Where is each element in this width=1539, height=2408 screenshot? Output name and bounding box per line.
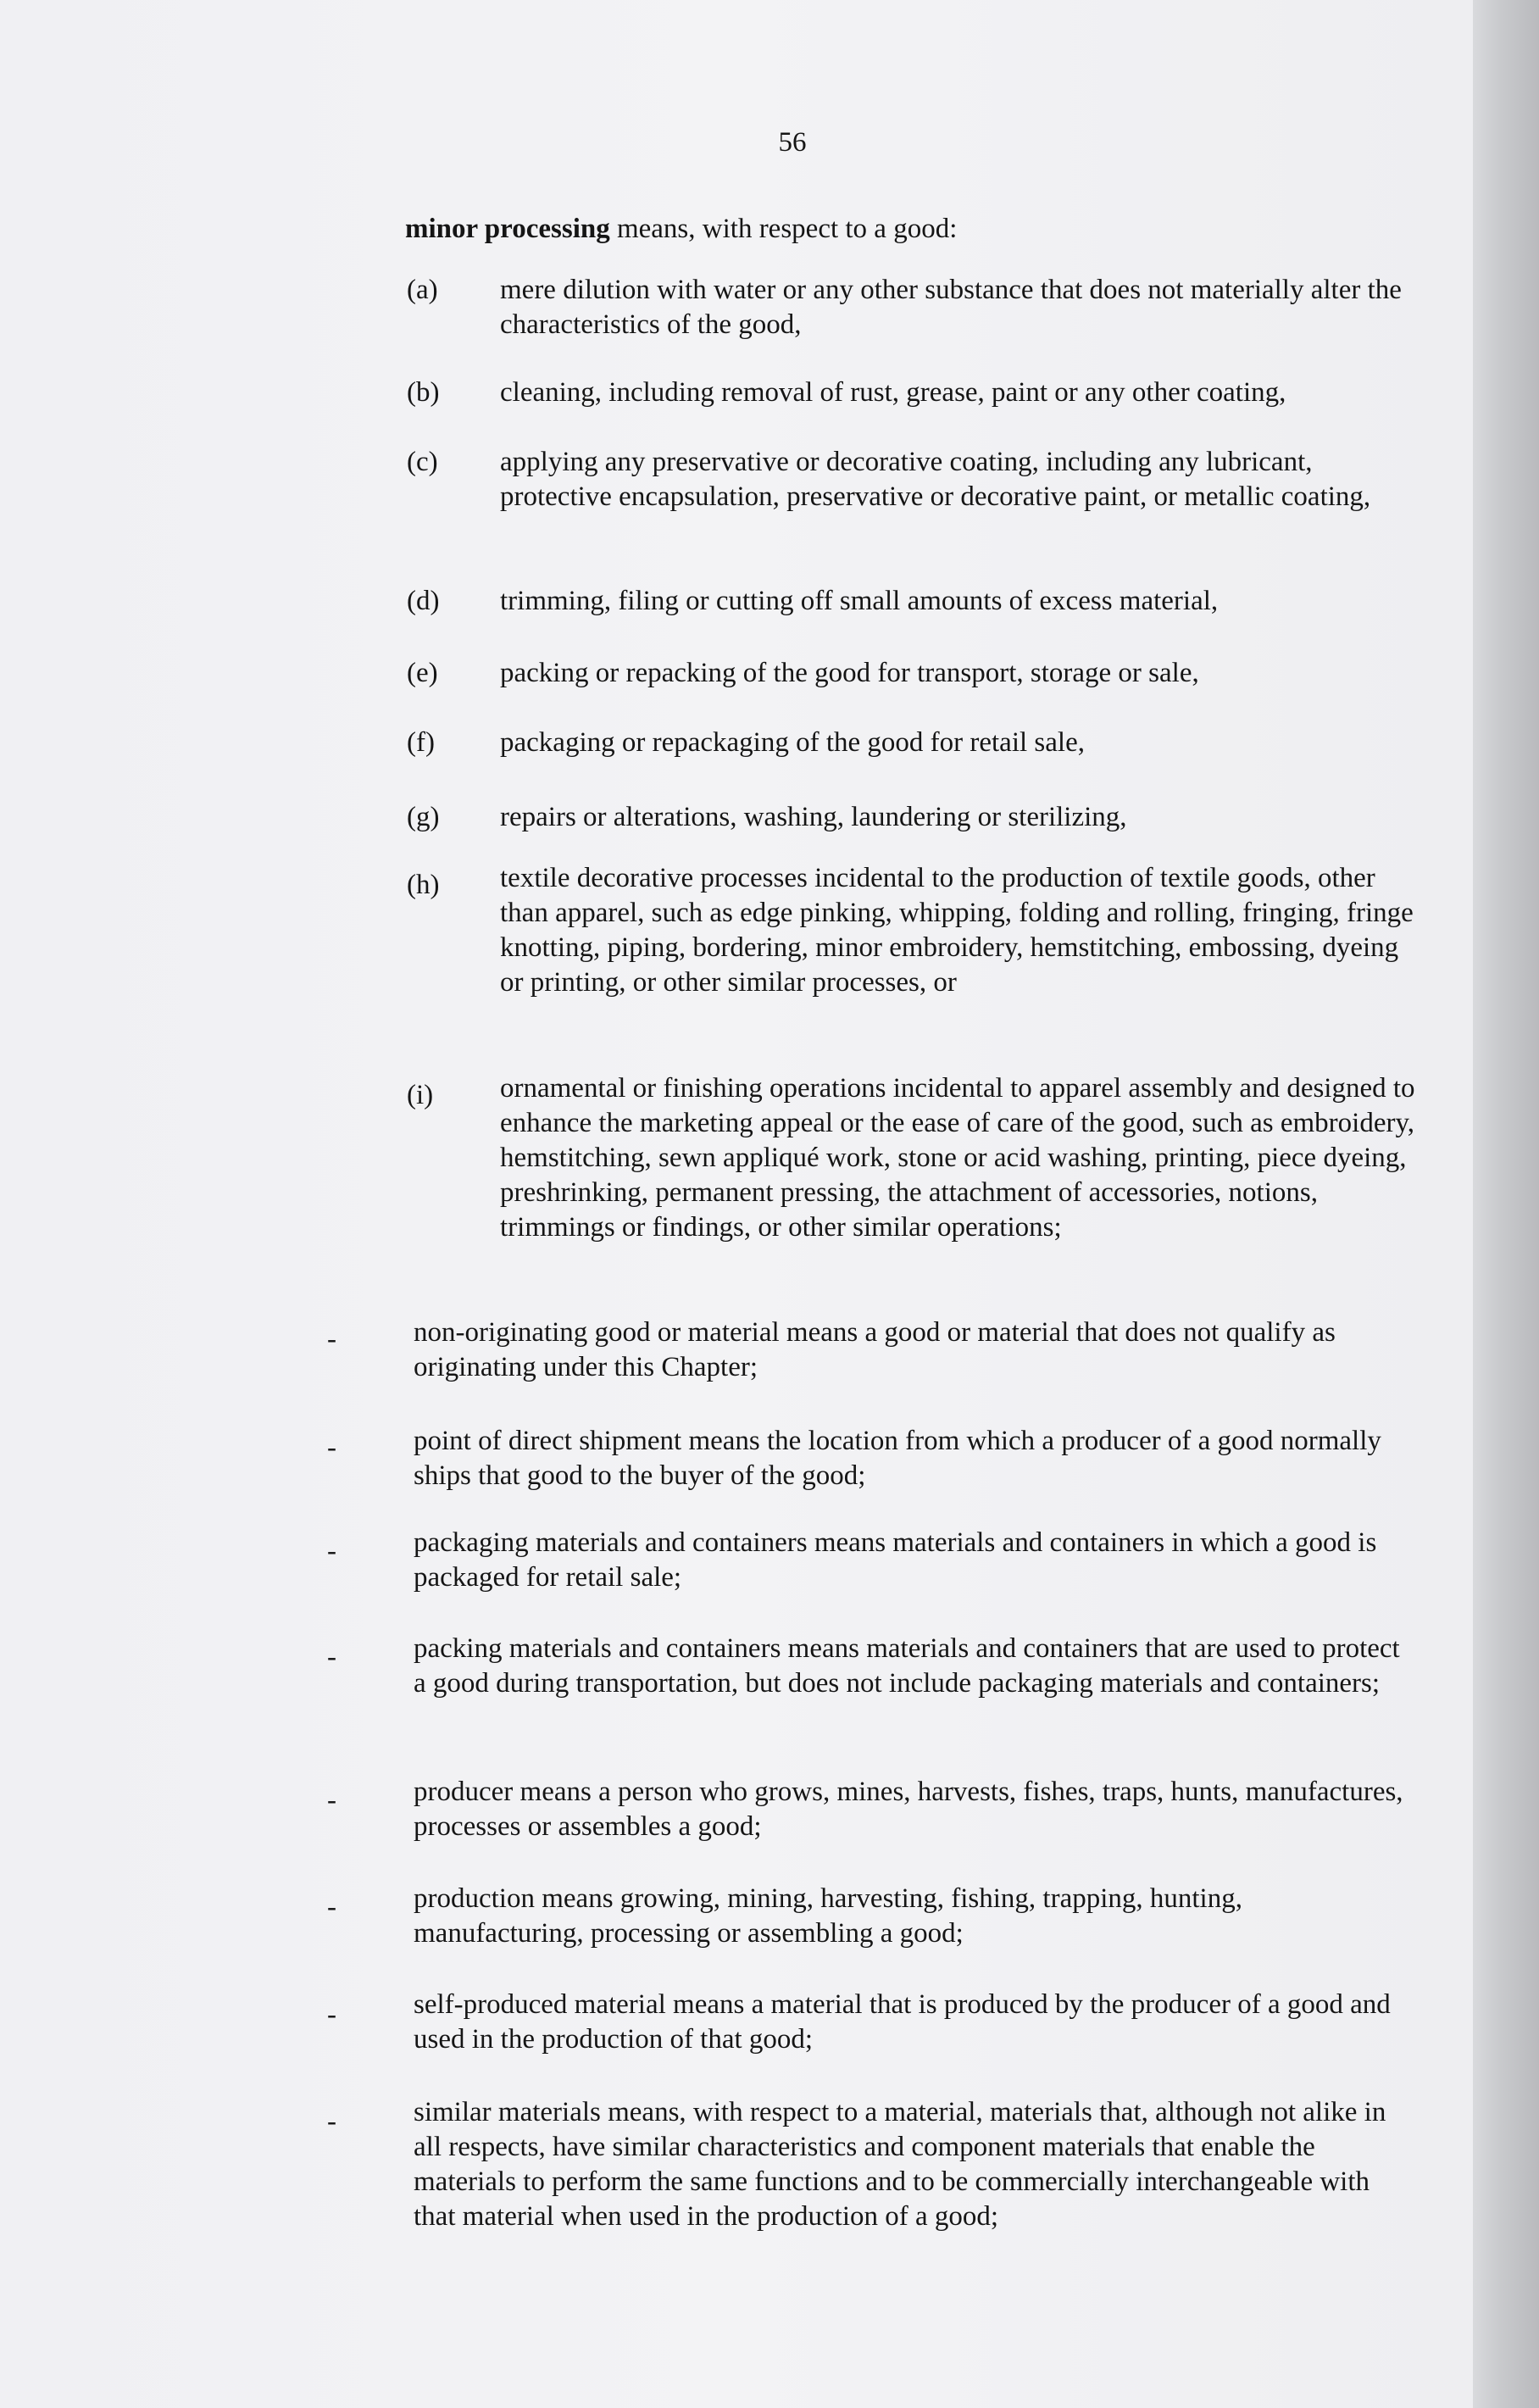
definition-entry <box>414 1526 1414 1595</box>
definition-dash: - <box>327 1999 336 2030</box>
definition-term: self-produced material <box>414 1989 666 2020</box>
definition-entry <box>414 2095 1414 2234</box>
definition-text: means, with respect to a good: <box>609 214 958 244</box>
item-text: ornamental or finishing operations incidental to apparel assembly and designed to enhance the marketing appeal or the ease of care of the good, such as embroidery, hemstitching, sewn appliqué work, stone or acid washing, printing, piece dyeing, preshrinking, permanent pressing, the attachment of accessories, notions, trimmings or findings, or other similar operations; <box>500 1073 1415 1243</box>
definition-entry <box>414 1424 1414 1493</box>
definition-term: production <box>414 1883 535 1914</box>
definition-term: similar materials <box>414 2097 601 2127</box>
definition-entry <box>414 1775 1414 1844</box>
definition-text: means the location from which a producer of a good normally ships that good to the buyer of the good; <box>414 1426 1381 1491</box>
lead-definition <box>405 212 1422 247</box>
item-text: textile decorative processes incidental to the production of textile goods, other than apparel, such as edge pinking, whipping, folding and rolling, fringing, fringe knotting, piping, bordering, minor embroidery, hemstitching, embossing, dyeing or printing, or other similar processes, or <box>500 863 1414 998</box>
item-label: (g) <box>407 802 440 832</box>
definition-text: means materials and containers that are used to protect a good during transportation, but does not include packaging materials and containers; <box>414 1633 1400 1699</box>
item-text: packaging or repackaging of the good for retail sale, <box>500 727 1085 758</box>
item-label: (e) <box>407 658 438 688</box>
item-label: (h) <box>407 870 440 900</box>
definition-text: means materials and containers in which a good is packaged for retail sale; <box>414 1527 1377 1593</box>
page-number: 56 <box>778 127 807 158</box>
definition-term: non-originating good or material <box>414 1317 780 1348</box>
item-text: cleaning, including removal of rust, grease, paint or any other coating, <box>500 377 1286 408</box>
item-label: (c) <box>407 447 438 477</box>
definition-text: means a good or material that does not qualify as originating under this Chapter; <box>414 1317 1336 1382</box>
item-label: (b) <box>407 377 440 408</box>
definition-term: point of direct shipment <box>414 1426 682 1456</box>
definition-dash: - <box>327 1432 336 1463</box>
definition-entry <box>414 1632 1414 1701</box>
definition-text: means, with respect to a material, materials that, although not alike in all respects, have similar characteristics and component materials that enable the materials to perform the same functions and to be commercially interchangeable with that material when used in the production of a good; <box>414 2097 1386 2232</box>
item-text: trimming, filing or cutting off small amounts of excess material, <box>500 586 1219 616</box>
definition-text: means growing, mining, harvesting, fishing, trapping, hunting, manufacturing, processing or assembling a good; <box>414 1883 1242 1949</box>
definition-dash: - <box>327 1536 336 1566</box>
definition-entry <box>414 1315 1414 1385</box>
definition-entry <box>414 1988 1414 2057</box>
item-label: (f) <box>407 727 435 758</box>
definition-text: means a person who grows, mines, harvests, fishes, traps, hunts, manufactures, processes or assembles a good; <box>414 1777 1403 1842</box>
definition-term: producer <box>414 1777 514 1807</box>
definition-term: minor processing <box>405 214 610 244</box>
definition-dash: - <box>327 1892 336 1922</box>
definition-dash: - <box>327 1785 336 1816</box>
page-edge <box>1473 0 1539 2408</box>
definition-dash: - <box>327 2106 336 2137</box>
item-label: (i) <box>407 1080 434 1110</box>
definition-dash: - <box>327 1642 336 1672</box>
item-label: (d) <box>407 586 440 616</box>
definition-term: packing materials and containers <box>414 1633 781 1664</box>
item-text: repairs or alterations, washing, laundering or sterilizing, <box>500 802 1127 832</box>
definition-dash: - <box>327 1324 336 1354</box>
item-text: packing or repacking of the good for transport, storage or sale, <box>500 658 1199 688</box>
definition-term: packaging materials and containers <box>414 1527 808 1558</box>
item-label: (a) <box>407 275 438 305</box>
definition-entry <box>414 1882 1414 1951</box>
definition-text: means a material that is produced by the producer of a good and used in the production of that good; <box>414 1989 1391 2055</box>
item-text: applying any preservative or decorative coating, including any lubricant, protective encapsulation, preservative or decorative paint, or metallic coating, <box>500 447 1371 512</box>
item-text: mere dilution with water or any other substance that does not materially alter the characteristics of the good, <box>500 275 1402 340</box>
